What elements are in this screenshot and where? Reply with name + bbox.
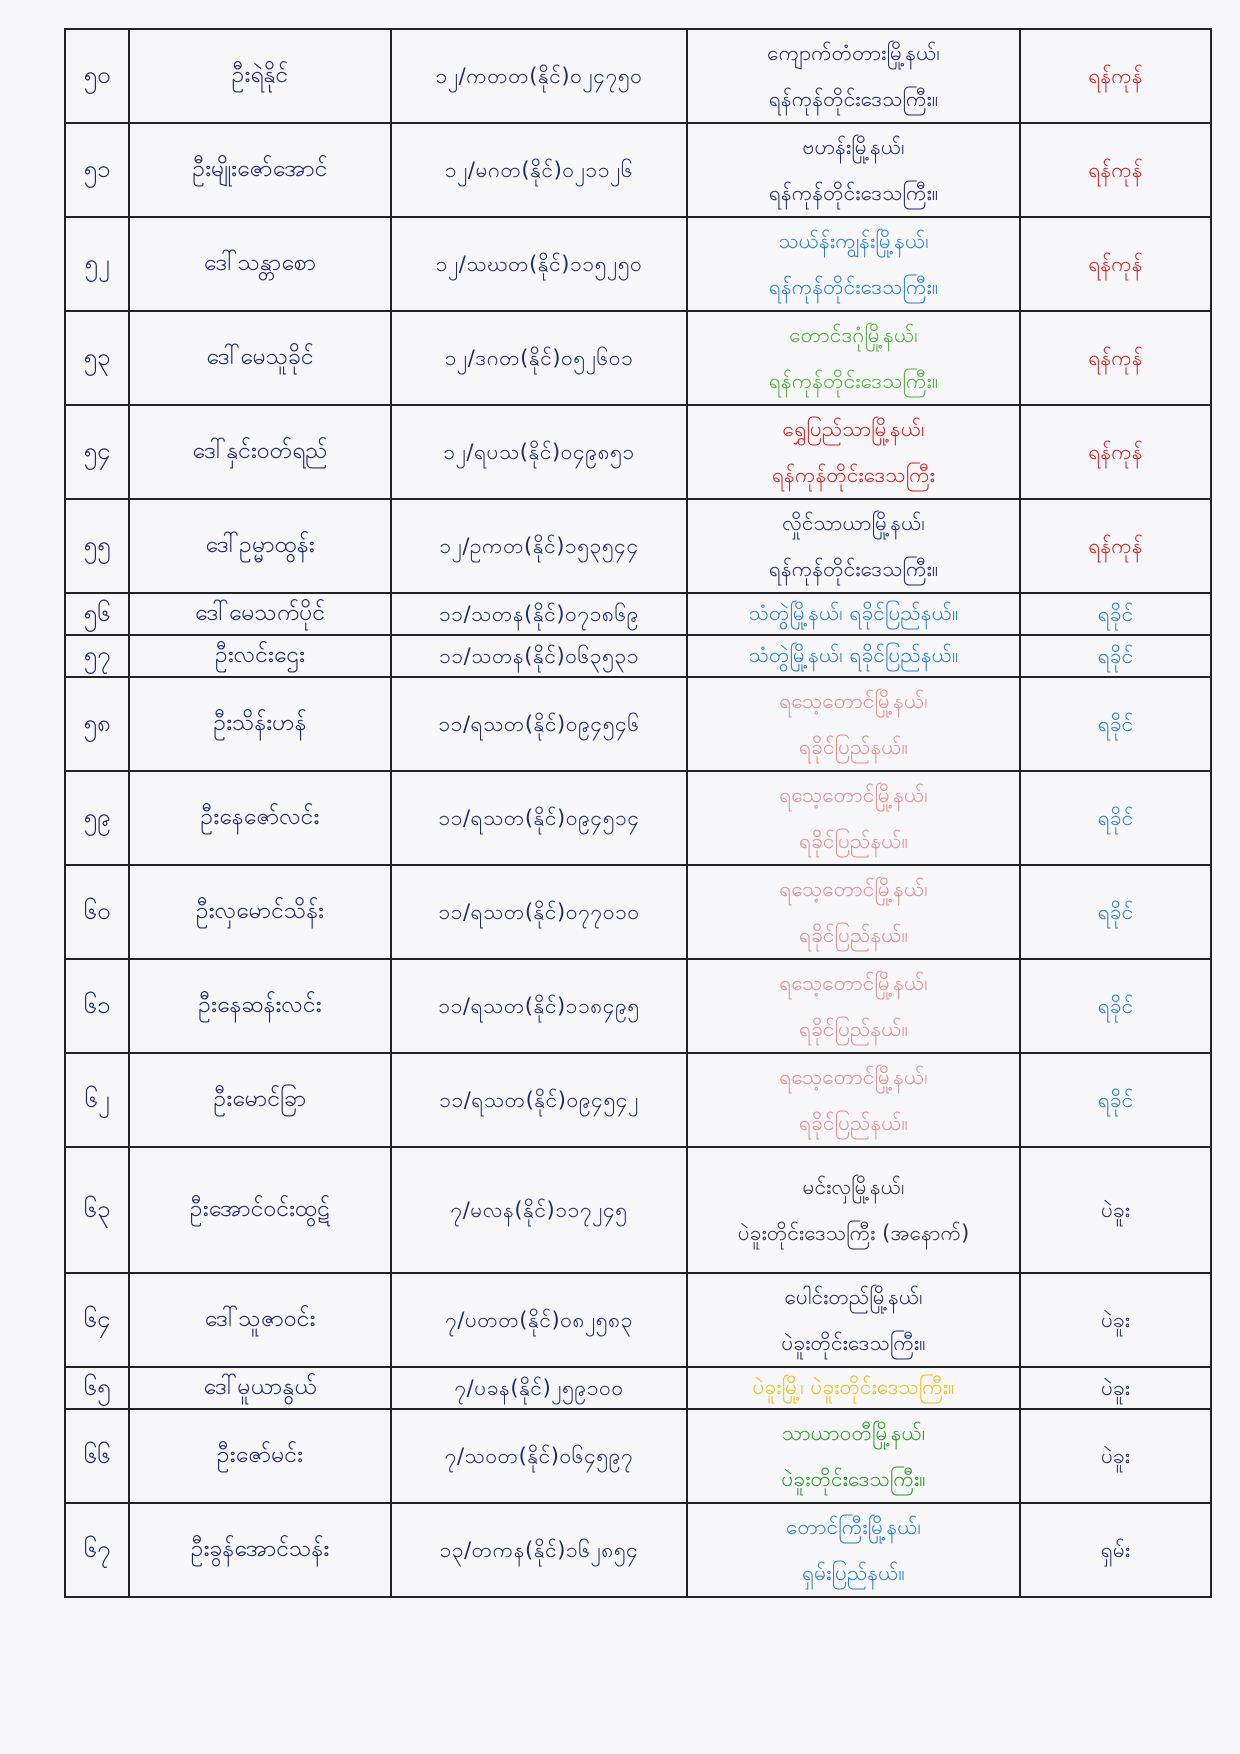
address-line-1: ကျောက်တံတားမြို့နယ်၊ <box>767 41 940 65</box>
nrc-cell: ၁၂/ဒဂတ(နိုင်)၀၅၂၆၀၁ <box>391 311 687 405</box>
address-cell <box>687 1147 1020 1273</box>
name-cell: ဦးမျိုးဇော်အောင် <box>129 123 391 217</box>
address-cell <box>687 771 1020 865</box>
nrc-cell: ၁၂/မဂတ(နိုင်)၀၂၁၁၂၆ <box>391 123 687 217</box>
region-cell: ရန်ကုန် <box>1020 311 1211 405</box>
name-cell: ဦးအောင်ဝင်းထွဋ် <box>129 1147 391 1273</box>
table-row <box>65 1273 1211 1367</box>
nrc-cell: ၁၂/ရပသ(နိုင်)၀၄၉၈၅၁ <box>391 405 687 499</box>
table-row <box>65 1053 1211 1147</box>
address-cell <box>687 1503 1020 1597</box>
address-cell <box>687 217 1020 311</box>
table-row <box>65 1409 1211 1503</box>
address-line-1: ရွှေပြည်သာမြို့နယ်၊ <box>782 417 925 441</box>
name-cell: ဦးရဲနိုင် <box>129 29 391 123</box>
address-line-1: ပဲခူးမြို့၊ ပဲခူးတိုင်းဒေသကြီး။ <box>752 1375 955 1400</box>
address-line-1: ရသေ့တောင်မြို့နယ်၊ <box>779 877 928 901</box>
row-number-cell: ၅၀ <box>65 29 129 123</box>
address-line-1: လှိုင်သာယာမြို့နယ်၊ <box>782 511 925 535</box>
name-cell: ဦးမောင်ခြာ <box>129 1053 391 1147</box>
row-number-cell: ၅၂ <box>65 217 129 311</box>
nrc-cell: ၁၁/ရသတ(နိုင်)၁၁၈၄၉၅ <box>391 959 687 1053</box>
address-line-2: ပဲခူးတိုင်းဒေသကြီး။ <box>781 1331 926 1355</box>
region-cell: ရှမ်း <box>1020 1503 1211 1597</box>
address-line-1: တောင်ဒဂုံမြို့နယ်၊ <box>789 323 918 347</box>
table-row <box>65 593 1211 635</box>
name-cell: ဒေါ်ဥမ္မာထွန်း <box>129 499 391 593</box>
name-cell: ဦးဇော်မင်း <box>129 1409 391 1503</box>
name-cell: ဦးလင်းဌေး <box>129 635 391 677</box>
region-cell: ရခိုင် <box>1020 593 1211 635</box>
region-cell: ပဲခူး <box>1020 1409 1211 1503</box>
address-line-1: ရသေ့တောင်မြို့နယ်၊ <box>779 971 928 995</box>
region-cell: ပဲခူး <box>1020 1367 1211 1409</box>
row-number-cell: ၆၂ <box>65 1053 129 1147</box>
region-cell: ပဲခူး <box>1020 1273 1211 1367</box>
address-line-1: ရသေ့တောင်မြို့နယ်၊ <box>779 1065 928 1089</box>
name-cell: ဒေါ်မူယာနွယ် <box>129 1367 391 1409</box>
row-number-cell: ၆၄ <box>65 1273 129 1367</box>
row-number-cell: ၅၃ <box>65 311 129 405</box>
address-line-1: တောင်ကြီးမြို့နယ်၊ <box>786 1515 921 1539</box>
row-number-cell: ၆၁ <box>65 959 129 1053</box>
address-cell <box>687 29 1020 123</box>
address-line-2: ရန်ကုန်တိုင်းဒေသကြီး။ <box>768 557 939 581</box>
name-cell: ဒေါ်နှင်းဝတ်ရည် <box>129 405 391 499</box>
nrc-cell: ၇/ပခန(နိုင်)၂၅၉၁၀၀ <box>391 1367 687 1409</box>
address-line-1: သာယာဝတီမြို့နယ်၊ <box>781 1421 926 1445</box>
table-row <box>65 677 1211 771</box>
nrc-cell: ၇/မလန(နိုင်)၁၁၇၂၄၅ <box>391 1147 687 1273</box>
table-body <box>65 29 1211 1597</box>
nrc-cell: ၁၂/သဃတ(နိုင်)၁၁၅၂၅၀ <box>391 217 687 311</box>
address-cell <box>687 1367 1020 1409</box>
nrc-cell: ၁၁/သတန(နိုင်)၀၆၃၅၃၁ <box>391 635 687 677</box>
name-cell: ဦးနေဆန်းလင်း <box>129 959 391 1053</box>
address-line-1: ရသေ့တောင်မြို့နယ်၊ <box>779 689 928 713</box>
table-row <box>65 635 1211 677</box>
address-line-2: ရန်ကုန်တိုင်းဒေသကြီး။ <box>768 87 939 111</box>
address-cell <box>687 311 1020 405</box>
row-number-cell: ၆၀ <box>65 865 129 959</box>
address-line-2: ရခိုင်ပြည်နယ်။ <box>799 923 908 947</box>
nrc-cell: ၁၂/ဥကတ(နိုင်)၁၅၃၅၄၄ <box>391 499 687 593</box>
table-row <box>65 405 1211 499</box>
address-line-2: ရခိုင်ပြည်နယ်။ <box>799 829 908 853</box>
row-number-cell: ၅၇ <box>65 635 129 677</box>
region-cell: ရခိုင် <box>1020 865 1211 959</box>
address-line-2: ရန်ကုန်တိုင်းဒေသကြီး <box>771 463 936 487</box>
row-number-cell: ၅၄ <box>65 405 129 499</box>
row-number-cell: ၅၉ <box>65 771 129 865</box>
table-row <box>65 499 1211 593</box>
row-number-cell: ၆၇ <box>65 1503 129 1597</box>
region-cell: ရခိုင် <box>1020 635 1211 677</box>
name-cell: ဒေါ်မေသူခိုင် <box>129 311 391 405</box>
nrc-cell: ၁၃/တကန(နိုင်)၁၆၂၈၅၄ <box>391 1503 687 1597</box>
name-cell: ဒေါ်မေသက်ပိုင် <box>129 593 391 635</box>
nrc-cell: ၁၁/ရသတ(နိုင်)၀၉၄၅၄၂ <box>391 1053 687 1147</box>
name-cell: ဦးနေဇော်လင်း <box>129 771 391 865</box>
address-cell <box>687 865 1020 959</box>
address-line-2: ရခိုင်ပြည်နယ်။ <box>799 735 908 759</box>
address-line-2: ရခိုင်ပြည်နယ်။ <box>799 1017 908 1041</box>
address-line-1: သံတွဲမြို့နယ်၊ ရခိုင်ပြည်နယ်။ <box>748 643 959 668</box>
address-cell <box>687 405 1020 499</box>
region-cell: ရခိုင် <box>1020 959 1211 1053</box>
region-cell: ရန်ကုန် <box>1020 499 1211 593</box>
address-line-1: ရသေ့တောင်မြို့နယ်၊ <box>779 783 928 807</box>
nrc-cell: ၁၁/ရသတ(နိုင်)၀၉၄၅၄၆ <box>391 677 687 771</box>
table-row <box>65 865 1211 959</box>
address-cell <box>687 1273 1020 1367</box>
address-cell <box>687 635 1020 677</box>
row-number-cell: ၅၁ <box>65 123 129 217</box>
address-line-2: ရခိုင်ပြည်နယ်။ <box>799 1111 908 1135</box>
row-number-cell: ၆၆ <box>65 1409 129 1503</box>
address-line-2: ရန်ကုန်တိုင်းဒေသကြီး။ <box>768 275 939 299</box>
region-cell: ရခိုင် <box>1020 1053 1211 1147</box>
address-line-1: သယ်န်းကျွန်းမြို့နယ်၊ <box>778 229 929 253</box>
table-row <box>65 959 1211 1053</box>
region-cell: ရန်ကုန် <box>1020 29 1211 123</box>
name-cell: ဒေါ်သန္တာစော <box>129 217 391 311</box>
table-row <box>65 1147 1211 1273</box>
address-line-1: ဗဟန်းမြို့နယ်၊ <box>802 135 905 159</box>
row-number-cell: ၅၆ <box>65 593 129 635</box>
row-number-cell: ၅၅ <box>65 499 129 593</box>
name-cell: ဦးခွန်အောင်သန်း <box>129 1503 391 1597</box>
address-line-1: ပေါင်းတည်မြို့နယ်၊ <box>784 1285 923 1309</box>
address-line-1: မင်းလှမြို့နယ်၊ <box>802 1175 905 1199</box>
address-line-2: ရှမ်းပြည်နယ်။ <box>802 1561 905 1585</box>
address-cell <box>687 1409 1020 1503</box>
region-cell: ရန်ကုန် <box>1020 405 1211 499</box>
name-cell: ဦးလှမောင်သိန်း <box>129 865 391 959</box>
address-line-2: ရန်ကုန်တိုင်းဒေသကြီး။ <box>768 181 939 205</box>
address-line-2: ပဲခူးတိုင်းဒေသကြီး (အနောက်) <box>737 1221 970 1245</box>
row-number-cell: ၆၃ <box>65 1147 129 1273</box>
nrc-cell: ၁၂/ကတတ(နိုင်)၀၂၄၇၅၀ <box>391 29 687 123</box>
region-cell: ရန်ကုန် <box>1020 123 1211 217</box>
address-line-2: ပဲခူးတိုင်းဒေသကြီး။ <box>781 1467 926 1491</box>
row-number-cell: ၅၈ <box>65 677 129 771</box>
table-row <box>65 123 1211 217</box>
nrc-cell: ၁၁/ရသတ(နိုင်)၀၇၇၀၁၀ <box>391 865 687 959</box>
region-cell: ပဲခူး <box>1020 1147 1211 1273</box>
nrc-cell: ၁၁/သတန(နိုင်)၀၇၁၈၆၉ <box>391 593 687 635</box>
address-cell <box>687 677 1020 771</box>
address-cell <box>687 959 1020 1053</box>
name-cell: ဒေါ်သူဇာဝင်း <box>129 1273 391 1367</box>
table-row <box>65 29 1211 123</box>
region-cell: ရခိုင် <box>1020 677 1211 771</box>
address-line-2: ရန်ကုန်တိုင်းဒေသကြီး။ <box>768 369 939 393</box>
member-list-table <box>64 28 1212 1598</box>
row-number-cell: ၆၅ <box>65 1367 129 1409</box>
address-line-1: သံတွဲမြို့နယ်၊ ရခိုင်ပြည်နယ်။ <box>748 601 959 626</box>
table-row <box>65 217 1211 311</box>
table-row <box>65 1367 1211 1409</box>
address-cell <box>687 593 1020 635</box>
region-cell: ရခိုင် <box>1020 771 1211 865</box>
address-cell <box>687 1053 1020 1147</box>
region-cell: ရန်ကုန် <box>1020 217 1211 311</box>
nrc-cell: ၇/သဝတ(နိုင်)၀၆၄၅၉၇ <box>391 1409 687 1503</box>
table-row <box>65 311 1211 405</box>
table-row <box>65 1503 1211 1597</box>
nrc-cell: ၇/ပတတ(နိုင်)၀၈၂၅၈၃ <box>391 1273 687 1367</box>
address-cell <box>687 499 1020 593</box>
address-cell <box>687 123 1020 217</box>
nrc-cell: ၁၁/ရသတ(နိုင်)၀၉၄၅၁၄ <box>391 771 687 865</box>
table-row <box>65 771 1211 865</box>
name-cell: ဦးသိန်းဟန် <box>129 677 391 771</box>
